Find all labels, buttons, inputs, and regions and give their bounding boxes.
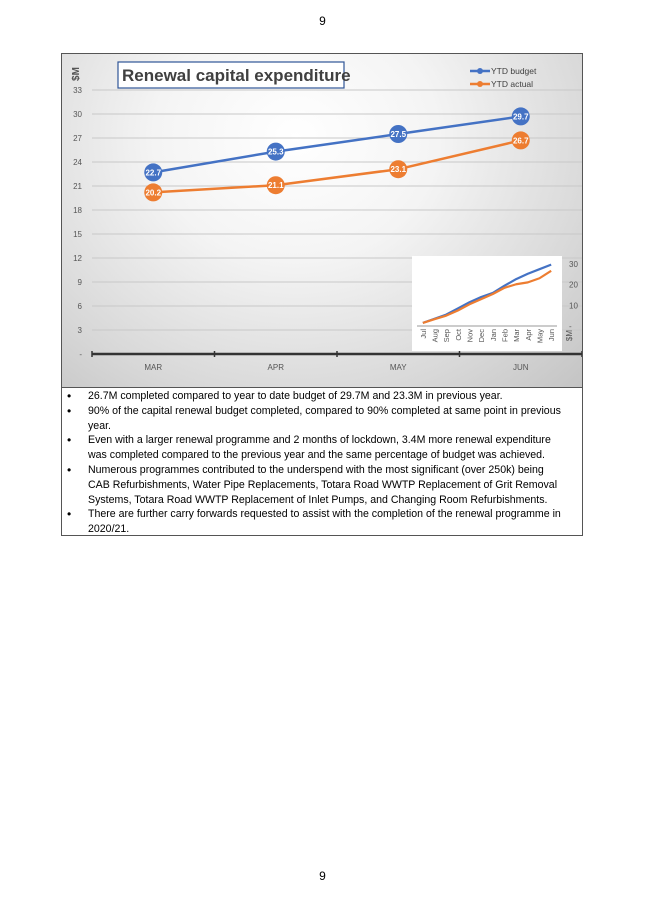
chart-title: Renewal capital expenditure [122,66,351,85]
inset-x-tick-label: Dec [477,329,487,343]
legend-label: YTD actual [491,79,534,89]
bullet-item: • 90% of the capital renewal budget completed, compared to 90% completed at same point in previous year. [88,404,568,434]
y-tick-label: 33 [73,86,82,95]
inset-y-tick-label: - [569,322,572,331]
chart-divider [62,387,582,388]
legend-swatch-marker [477,81,483,87]
bullet-item: • Even with a larger renewal programme and 2 months of lockdown, 3.4M more renewal expenditure was completed compared to the previous year and the same percentage of budget was achieved. [88,433,568,463]
y-tick-label: 9 [77,278,82,287]
inset-y-tick-label: 10 [569,301,578,311]
y-tick-label: 27 [73,134,82,143]
y-tick-label: 6 [77,302,82,311]
y-tick-label: 18 [73,206,82,215]
data-label: 23.1 [390,165,407,175]
y-tick-label: - [79,350,82,359]
data-label: 21.1 [267,181,284,191]
inset-x-tick-label: Sep [442,329,452,343]
inset-x-tick-label: Oct [453,329,463,341]
inset-x-tick-label: Mar [512,329,522,342]
renewal-chart [62,54,582,387]
y-tick-label: 21 [73,182,82,191]
x-tick-label: MAY [389,363,407,372]
inset-x-tick-label: May [535,329,545,344]
legend-label: YTD budget [491,66,537,76]
y-tick-label: 24 [73,158,82,167]
inset-x-tick-label: Jan [488,329,498,342]
bullet-item: • There are further carry forwards requested to assist with the completion of the renewal programme in 2020/21. [88,507,568,537]
x-tick-label: JUN [512,363,529,372]
page-number-top: 9 [319,14,326,28]
legend-swatch-marker [477,68,483,74]
commentary-list [62,389,582,537]
inset-x-tick-label: Jul [418,329,428,339]
bullet-item: • 26.7M completed compared to year to date budget of 29.7M and 23.3M in previous year. [88,389,568,404]
data-label: 22.7 [145,168,162,178]
y-tick-label: 30 [73,110,82,119]
page-number-bottom: 9 [319,869,326,883]
inset-x-tick-label: Nov [465,329,475,343]
inset-x-tick-label: Apr [523,329,533,341]
data-label: 20.2 [145,188,162,198]
data-label: 27.5 [390,130,407,139]
data-label: 26.7 [512,136,529,146]
data-label: 29.7 [512,112,529,122]
x-tick-label: MAR [144,363,163,372]
y-tick-label: 15 [73,230,82,239]
series-line-0 [153,116,521,175]
x-tick-label: APR [267,363,284,372]
y-axis-label: $M [71,67,82,81]
y-tick-label: 3 [77,326,82,335]
series-line-1 [153,140,521,192]
inset-x-tick-label: Jun [547,329,557,342]
inset-y-tick-label: 30 [569,260,578,269]
inset-y-tick-label: 20 [569,280,578,290]
data-label: 25.3 [267,147,284,157]
inset-x-tick-label: Feb [500,329,510,342]
bullet-item: • Numerous programmes contributed to the underspend with the most significant (over 250k) being CAB Refurbishments, Water Pipe Replacements, Totara Road WWTP Replacement of Grit Removal Systems, Totara Road WWTP Replacement of Inlet Pumps, and Changing Room Refurbishments. [88,463,568,507]
inset-y-axis-label: $M [565,330,574,342]
inset-x-tick-label: Aug [430,329,440,343]
y-tick-label: 12 [73,254,82,263]
renewal-chart-area [62,54,582,387]
